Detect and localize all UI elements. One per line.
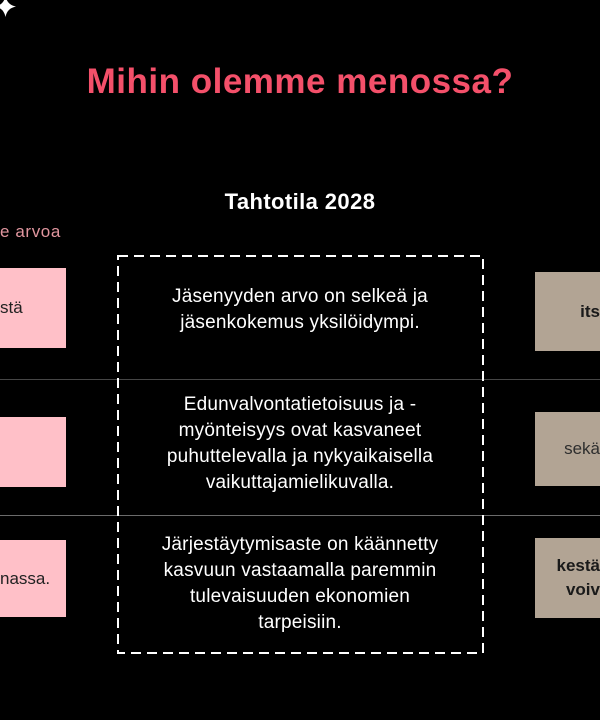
goal-2-line: Edunvalvontatietoisuus ja - — [183, 394, 417, 415]
goal-text-2 — [148, 392, 452, 496]
goal-3-line: tulevaisuuden ekonomien — [189, 586, 411, 607]
right-tan-box-1-label: its — [580, 301, 600, 321]
right-tan-box-3 — [535, 538, 600, 618]
right-tan-box-1 — [535, 272, 600, 351]
left-edge-label: e arvoa — [0, 222, 61, 241]
slide-title: Mihin olemme menossa? — [86, 62, 514, 101]
left-pink-box-1-label: stä — [0, 298, 23, 317]
goal-3-line: Järjestäytymisaste on käännetty — [161, 534, 439, 555]
goal-3-line: tarpeisiin. — [258, 612, 342, 633]
goal-1-line: jäsenkokemus yksilöidympi. — [180, 312, 420, 333]
goal-1-line: Jäsenyyden arvo on selkeä ja — [172, 286, 428, 307]
right-tan-box-2 — [535, 412, 600, 486]
goal-2-line: myönteisyys ovat kasvaneet — [178, 420, 422, 441]
goal-3-line: kasvuun vastaamalla paremmin — [163, 560, 437, 581]
right-tan-box-3-line-2: voiv — [565, 580, 600, 599]
left-pink-box-3-label: nassa. — [0, 568, 51, 588]
right-tan-box-3-label — [557, 554, 600, 602]
goal-text-1 — [148, 284, 452, 336]
goal-2-line: puhuttelevalla ja nykyaikaisella — [166, 446, 434, 467]
section-heading: Tahtotila 2028 — [224, 189, 376, 214]
left-pink-box-2 — [0, 417, 66, 487]
sparkle-star-icon — [0, 0, 16, 17]
right-tan-box-3-line-1: kestä — [556, 556, 600, 575]
goal-text-3 — [148, 532, 452, 636]
goal-2-line: vaikuttajamielikuvalla. — [205, 472, 395, 493]
left-pink-box-1 — [0, 268, 66, 348]
right-tan-box-2-label: sekä — [564, 439, 600, 458]
left-pink-box-3 — [0, 540, 66, 617]
